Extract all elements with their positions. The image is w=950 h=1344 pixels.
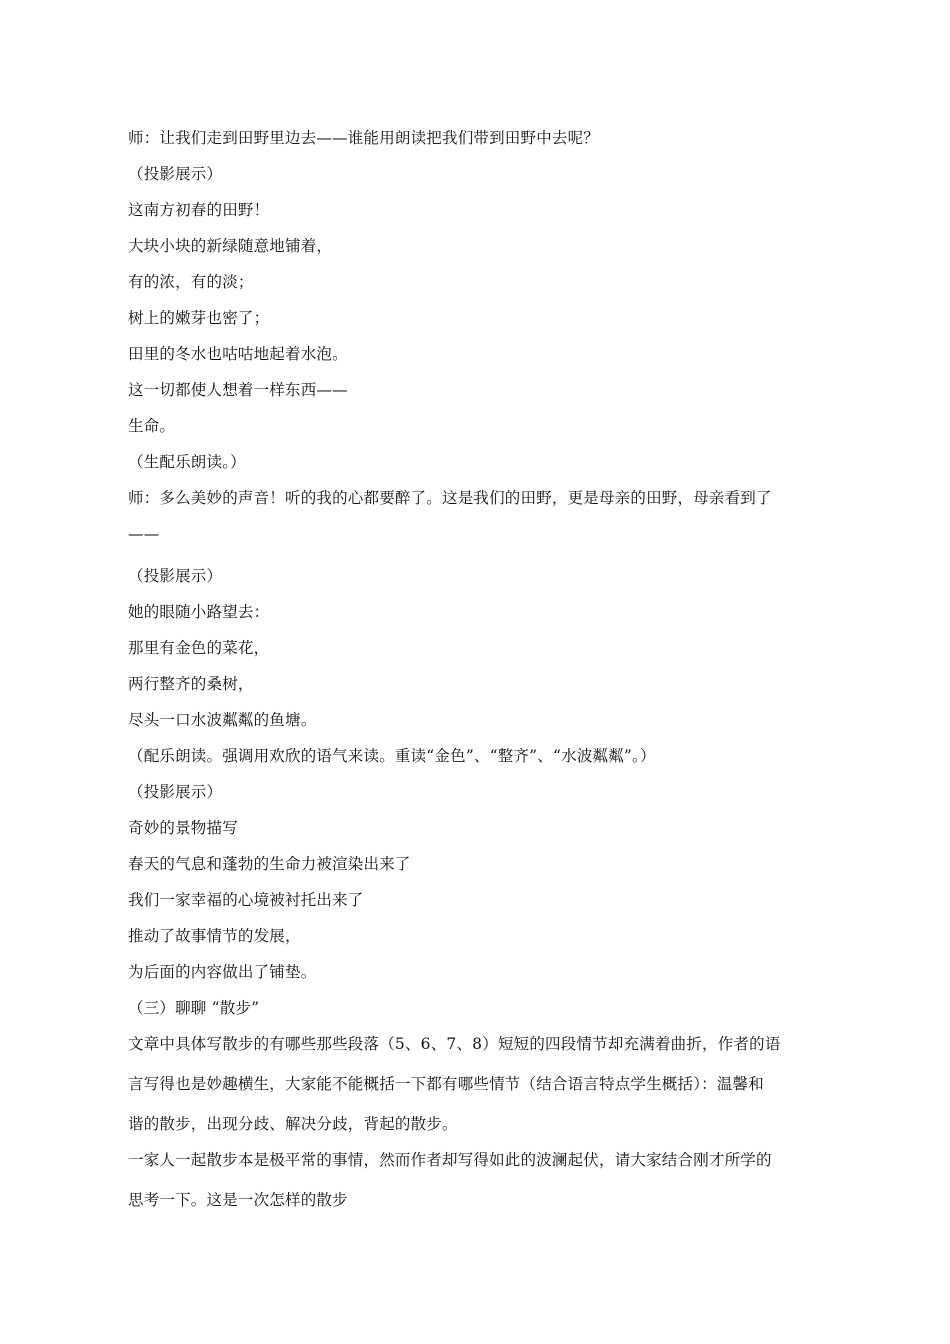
paragraph-line: 那里有金色的菜花， bbox=[128, 639, 270, 657]
paragraph-line: 为后面的内容做出了铺垫。 bbox=[128, 963, 317, 981]
paragraph-line: 文章中具体写散步的有哪些那些段落（5、6、7、8）短短的四段情节却充满着曲折，作者的语 bbox=[128, 1035, 781, 1053]
paragraph-line: 两行整齐的桑树， bbox=[128, 675, 254, 693]
paragraph-line: （配乐朗读。强调用欢欣的语气来读。重读“金色”、“整齐”、“水波粼粼”。） bbox=[128, 747, 656, 765]
paragraph-line: （投影展示） bbox=[128, 165, 223, 183]
paragraph-line: （生配乐朗读。） bbox=[128, 453, 246, 471]
paragraph-line: 尽头一口水波粼粼的鱼塘。 bbox=[128, 711, 317, 729]
paragraph-line: 思考一下。这是一次怎样的散步 bbox=[128, 1191, 348, 1209]
section-heading: （三）聊聊 “散步” bbox=[128, 999, 260, 1017]
paragraph-line: 她的眼随小路望去： bbox=[128, 603, 270, 621]
paragraph-line: —— bbox=[128, 525, 160, 543]
paragraph-line: 奇妙的景物描写 bbox=[128, 819, 238, 837]
paragraph-line: 树上的嫩芽也密了； bbox=[128, 309, 270, 327]
paragraph-line: 这南方初春的田野！ bbox=[128, 201, 270, 219]
paragraph-line: 师：让我们走到田野里边去——谁能用朗读把我们带到田野中去呢？ bbox=[128, 129, 600, 147]
paragraph-line: 大块小块的新绿随意地铺着， bbox=[128, 237, 333, 255]
paragraph-line: 一家人一起散步本是极平常的事情，然而作者却写得如此的波澜起伏，请大家结合刚才所学的 bbox=[128, 1151, 772, 1169]
paragraph-line: （投影展示） bbox=[128, 567, 223, 585]
paragraph-line: （投影展示） bbox=[128, 783, 223, 801]
paragraph-line: 我们一家幸福的心境被衬托出来了 bbox=[128, 891, 364, 909]
paragraph-line: 谐的散步，出现分歧、解决分歧，背起的散步。 bbox=[128, 1115, 458, 1133]
paragraph-line: 春天的气息和蓬勃的生命力被渲染出来了 bbox=[128, 855, 411, 873]
paragraph-line: 言写得也是妙趣横生，大家能不能概括一下都有哪些情节（结合语言特点学生概括）：温馨和 bbox=[128, 1075, 764, 1093]
paragraph-line: 推动了故事情节的发展， bbox=[128, 927, 301, 945]
paragraph-line: 田里的冬水也咕咕地起着水泡。 bbox=[128, 345, 348, 363]
paragraph-line: 这一切都使人想着一样东西—— bbox=[128, 381, 348, 399]
paragraph-line: 有的浓，有的淡； bbox=[128, 273, 254, 291]
paragraph-line: 生命。 bbox=[128, 417, 176, 435]
paragraph-line: 师：多么美妙的声音！听的我的心都要醉了。这是我们的田野，更是母亲的田野，母亲看到了 bbox=[128, 489, 772, 507]
